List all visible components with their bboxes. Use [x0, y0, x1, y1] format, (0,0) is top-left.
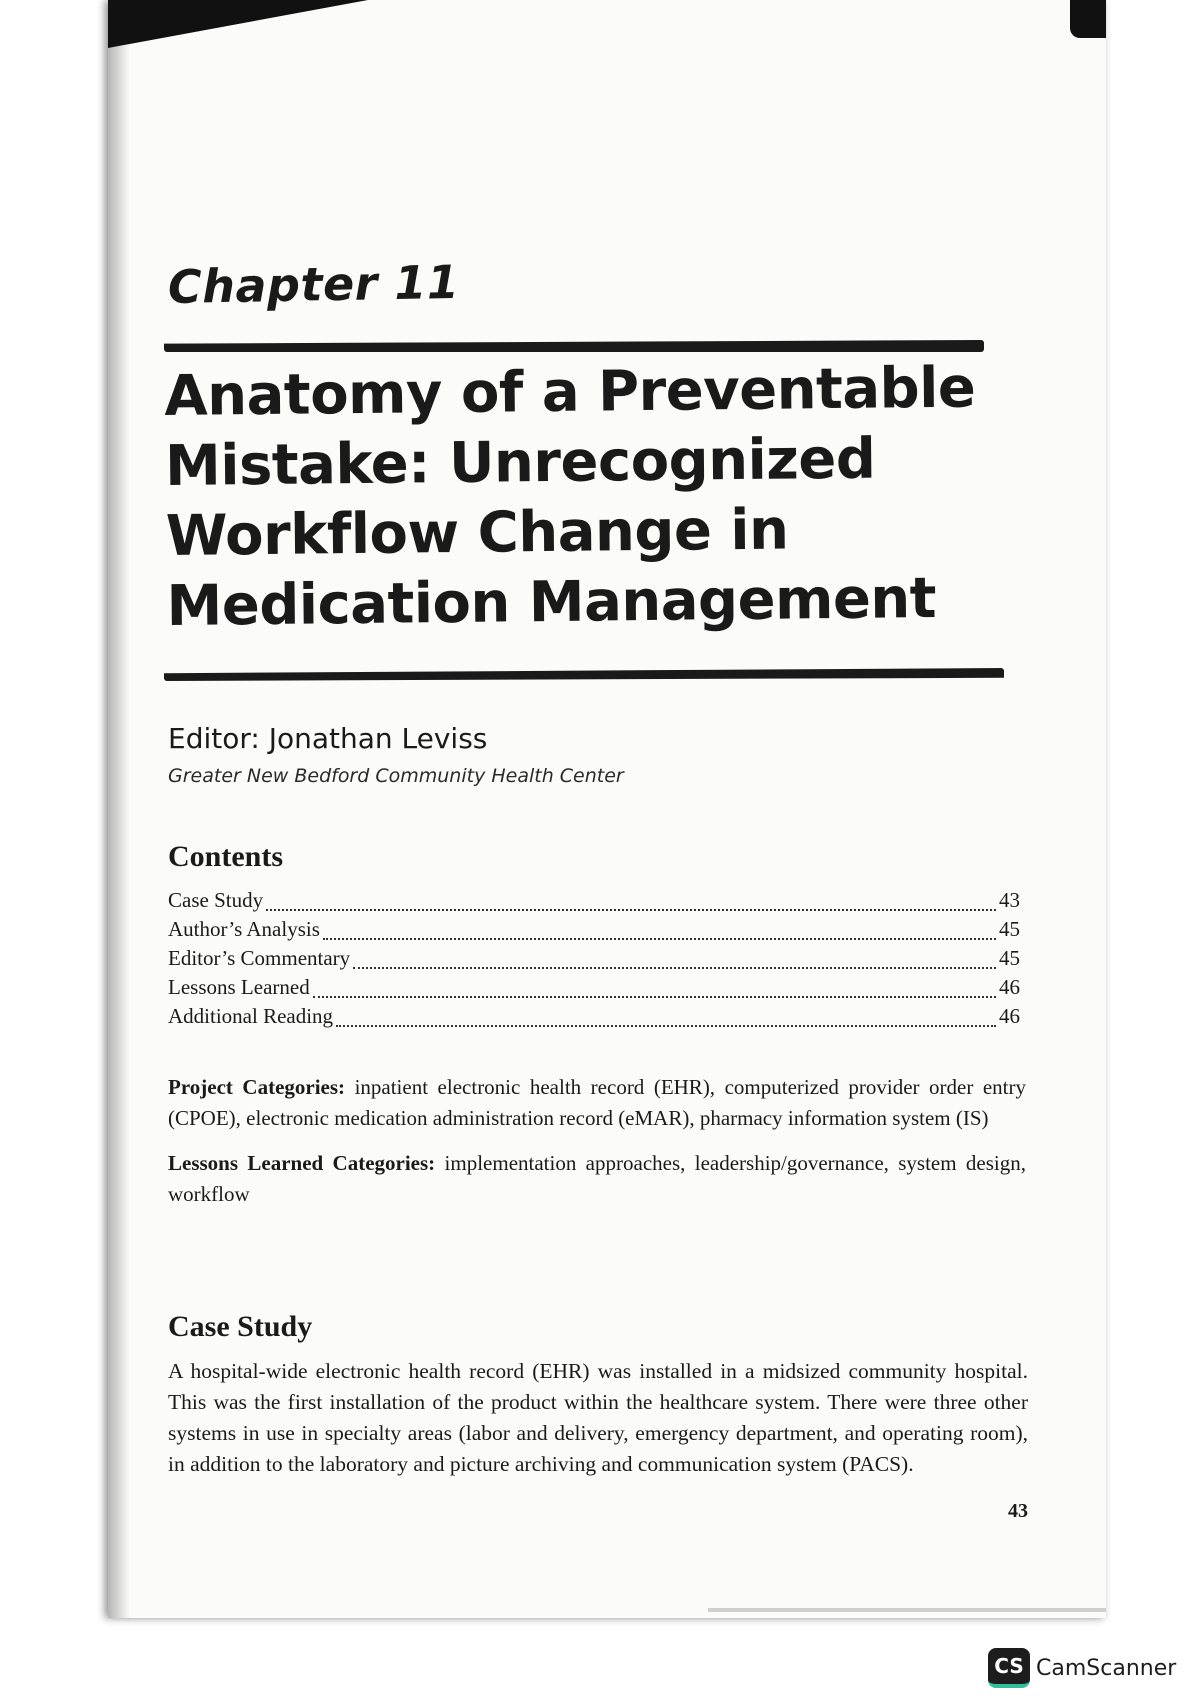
camscanner-logo-icon: CS	[988, 1648, 1030, 1688]
toc-entry-label: Additional Reading	[168, 1004, 334, 1028]
toc-leader-dots	[313, 996, 996, 998]
toc-entry	[168, 946, 1020, 975]
table-of-contents	[168, 888, 1020, 1033]
editor-affiliation: Greater New Bedford Community Health Center	[168, 765, 624, 787]
toc-entry-label: Lessons Learned	[168, 975, 310, 999]
case-study-heading: Case Study	[168, 1310, 313, 1343]
title-rule-top	[164, 340, 984, 352]
toc-entry-page: 46	[999, 1004, 1020, 1028]
page-gutter-shadow	[108, 0, 130, 1618]
chapter-title: Anatomy of a Preventable Mistake: Unrecognized Workflow Change in Medication Management	[164, 355, 976, 639]
title-rule-bottom	[164, 668, 1004, 681]
toc-leader-dots	[336, 1025, 996, 1027]
scan-corner-shadow-left	[108, 0, 368, 48]
toc-entry-page: 45	[999, 946, 1020, 970]
categories-block	[168, 1072, 1026, 1224]
page-bottom-edge	[708, 1608, 1106, 1612]
toc-entry	[168, 975, 1020, 1004]
toc-entry-page: 46	[999, 975, 1020, 999]
lessons-learned-categories	[168, 1148, 1026, 1210]
project-categories	[168, 1072, 1026, 1134]
toc-entry-label: Editor’s Commentary	[168, 946, 351, 970]
toc-leader-dots	[323, 938, 996, 940]
editor-block	[168, 722, 624, 787]
toc-entry	[168, 917, 1020, 946]
camscanner-watermark	[988, 1646, 1176, 1690]
camscanner-name: CamScanner	[1036, 1655, 1177, 1681]
toc-leader-dots	[353, 967, 996, 969]
chapter-label: Chapter 11	[167, 254, 460, 314]
scan-corner-shadow-right	[1070, 0, 1106, 38]
editor-name: Editor: Jonathan Leviss	[168, 722, 488, 755]
contents-heading: Contents	[168, 840, 284, 873]
toc-entry-label: Case Study	[168, 888, 264, 912]
toc-entry-page: 43	[999, 888, 1020, 912]
toc-entry	[168, 888, 1020, 917]
lessons-categories-text: implementation approaches, leadership/governance, system design, workflow	[168, 1151, 1026, 1206]
project-categories-label: Project Categories:	[168, 1075, 346, 1099]
toc-entry	[168, 1004, 1020, 1033]
lessons-categories-label: Lessons Learned Categories:	[168, 1151, 436, 1175]
toc-entry-label: Author’s Analysis	[168, 917, 320, 941]
book-page	[108, 0, 1106, 1618]
case-study-paragraph: A hospital-wide electronic health record (EHR) was installed in a midsized community hospital. This was the first installation of the product within the healthcare system. There were three other systems in use in specialty areas (labor and delivery, emergency department, and operating room), in addition to the laboratory and picture archiving and communication system (PACS).	[168, 1359, 1028, 1476]
toc-entry-page: 45	[999, 917, 1020, 941]
page-number: 43	[1008, 1500, 1028, 1522]
project-categories-text: inpatient electronic health record (EHR), computerized provider order entry (CPOE), electronic medication administration record (eMAR), pharmacy information system (IS)	[168, 1075, 1026, 1130]
toc-leader-dots	[266, 909, 996, 911]
